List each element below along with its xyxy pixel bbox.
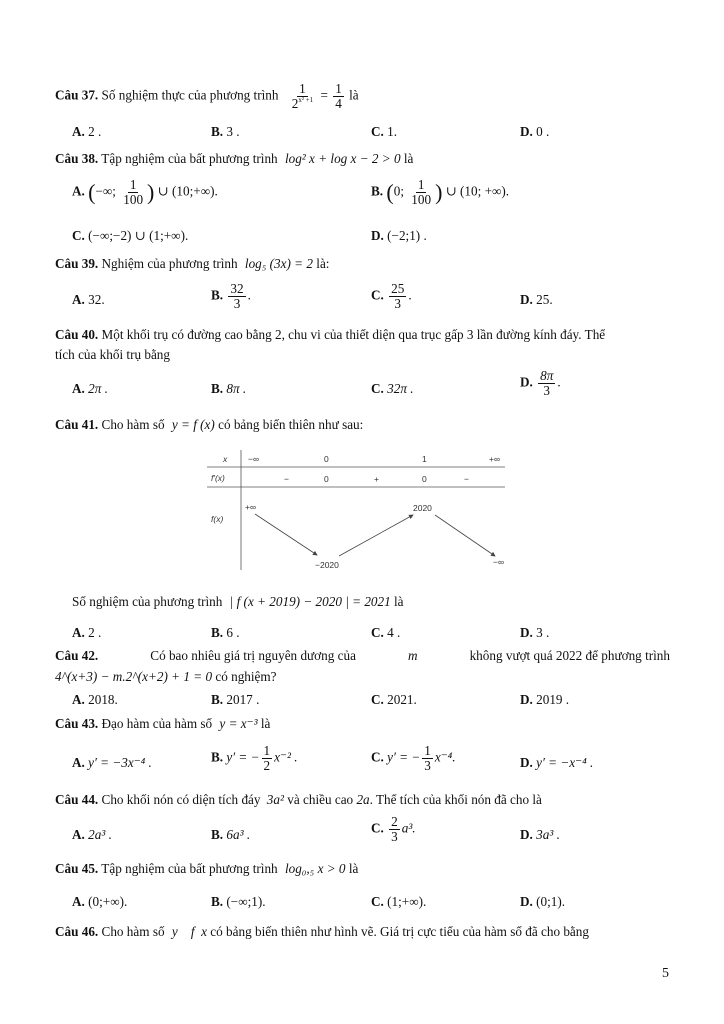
decreasing-arrow	[255, 514, 317, 555]
question-label: Câu 37.	[55, 87, 99, 103]
f-value: −2020	[315, 560, 339, 570]
option-a[interactable]: A. 2 .	[72, 124, 102, 139]
question-43: Câu 43. Đạo hàm của hàm số y = x⁻³ là	[55, 716, 271, 731]
option-b[interactable]: B. 8π .	[211, 381, 247, 396]
f-label: f(x)	[211, 514, 224, 524]
question-42: Câu 42. Có bao nhiêu giá trị nguyên dương của m không vượt quá 2022 để phương trình	[55, 648, 670, 663]
option-d[interactable]: D. 0 .	[520, 124, 550, 139]
option-b[interactable]: B. 2017 .	[211, 692, 260, 707]
f-value: −∞	[493, 557, 505, 567]
option-c[interactable]: C. y′ = − $\frac{1}{3}$ x⁻⁴.	[371, 743, 456, 773]
sign: −	[464, 474, 469, 484]
decreasing-arrow	[435, 515, 495, 556]
option-c[interactable]: C. (−∞;−2) ∪ (1;+∞).	[72, 228, 189, 243]
x-value: +∞	[489, 454, 501, 464]
option-d[interactable]: D. (−2;1) .	[371, 228, 427, 243]
question-37: Câu 37. Số nghiệm thực của phương trình $\frac{1}{2^{x^2 +1}}$ = $\frac{1}{4}$ là	[55, 81, 359, 111]
x-value: 0	[324, 454, 329, 464]
option-b[interactable]: B. $\frac{32}{3}$ .	[211, 281, 251, 311]
f-value: +∞	[245, 502, 257, 512]
question-38: Câu 38. Tập nghiệm của bất phương trình log² x + log x − 2 > 0 là	[55, 151, 414, 166]
option-a[interactable]: A. 2π .	[72, 381, 108, 396]
option-a[interactable]: A. 2018.	[72, 692, 118, 707]
option-a[interactable]: A. (0;+∞).	[72, 894, 128, 909]
page-number: 5	[662, 966, 669, 981]
question-label: Câu 40.	[55, 327, 99, 342]
option-b[interactable]: B. y′ = − $\frac{1}{2}$ x⁻² .	[211, 743, 298, 773]
variation-table	[205, 448, 507, 576]
f-value: 2020	[413, 503, 432, 513]
question-39: Câu 39. Nghiệm của phương trình log₅ (3x) = 2 là:	[55, 256, 330, 271]
option-b[interactable]: B. 6a³ .	[211, 827, 251, 842]
sign: 0	[324, 474, 329, 484]
option-b[interactable]: B. (−∞;1).	[211, 894, 266, 909]
option-d[interactable]: D. (0;1).	[520, 894, 566, 909]
fp-label: f′(x)	[211, 473, 225, 483]
x-value: 1	[422, 454, 427, 464]
question-41: Câu 41. Cho hàm số y = f (x) có bảng biến thiên như sau:	[55, 417, 364, 432]
option-c[interactable]: C. $\frac{25}{3}$ .	[371, 281, 412, 311]
option-d[interactable]: D. 3 .	[520, 625, 550, 640]
option-d[interactable]: D. 25.	[520, 292, 553, 307]
option-c[interactable]: C. 32π .	[371, 381, 414, 396]
question-label: Câu 41.	[55, 417, 99, 432]
option-d[interactable]: D. y′ = −x⁻⁴ .	[520, 755, 594, 770]
option-b[interactable]: B. 3 .	[211, 124, 240, 139]
x-label: x	[223, 454, 228, 464]
question-46: Câu 46. Cho hàm số y f x có bảng biến thiên như hình vẽ. Giá trị cực tiểu của hàm số đã cho bằng	[55, 924, 589, 939]
increasing-arrow	[339, 515, 413, 556]
option-d[interactable]: D. 3a³ .	[520, 827, 560, 842]
question-44: Câu 44. Cho khối nón có diện tích đáy 3a² và chiều cao 2a. Thể tích của khối nón đã cho là	[55, 792, 542, 807]
sign: +	[374, 474, 379, 484]
question-label: Câu 39.	[55, 256, 99, 271]
option-b[interactable]: B. (0; $\frac{1}{100}$ ) ∪ (10; +∞).	[371, 177, 510, 207]
question-45: Câu 45. Tập nghiệm của bất phương trình log₀,₅ x > 0 là	[55, 861, 359, 876]
option-c[interactable]: C. 4 .	[371, 625, 401, 640]
option-c[interactable]: C. (1;+∞).	[371, 894, 427, 909]
question-42-line2: 4^(x+3) − m.2^(x+2) + 1 = 0 có nghiệm?	[55, 669, 277, 684]
option-b[interactable]: B. 6 .	[211, 625, 240, 640]
option-d[interactable]: D. $\frac{8\pi}{3}$ .	[520, 368, 561, 398]
option-c[interactable]: C. $\frac{2}{3}$ a³.	[371, 814, 416, 844]
option-c[interactable]: C. 1.	[371, 124, 398, 139]
option-a[interactable]: A. 2 .	[72, 625, 102, 640]
option-a[interactable]: A. y′ = −3x⁻⁴ .	[72, 755, 152, 770]
sign: 0	[422, 474, 427, 484]
question-40-line2: tích của khối trụ bằng	[55, 347, 170, 362]
option-c[interactable]: C. 2021.	[371, 692, 417, 707]
question-40: Câu 40. Một khối trụ có đường cao bằng 2, chu vi của thiết diện qua trục gấp 3 lần đường kính đáy. Thể	[55, 327, 606, 342]
sign: −	[284, 474, 289, 484]
option-a[interactable]: A. 32.	[72, 292, 105, 307]
option-a[interactable]: A. (−∞; $\frac{1}{100}$ ) ∪ (10;+∞).	[72, 177, 218, 207]
option-a[interactable]: A. 2a³ .	[72, 827, 112, 842]
x-value: −∞	[248, 454, 260, 464]
question-label: Câu 38.	[55, 151, 99, 166]
question-41-prompt: Số nghiệm của phương trình | f (x + 2019) − 2020 | = 2021 là	[72, 594, 404, 609]
option-d[interactable]: D. 2019 .	[520, 692, 570, 707]
